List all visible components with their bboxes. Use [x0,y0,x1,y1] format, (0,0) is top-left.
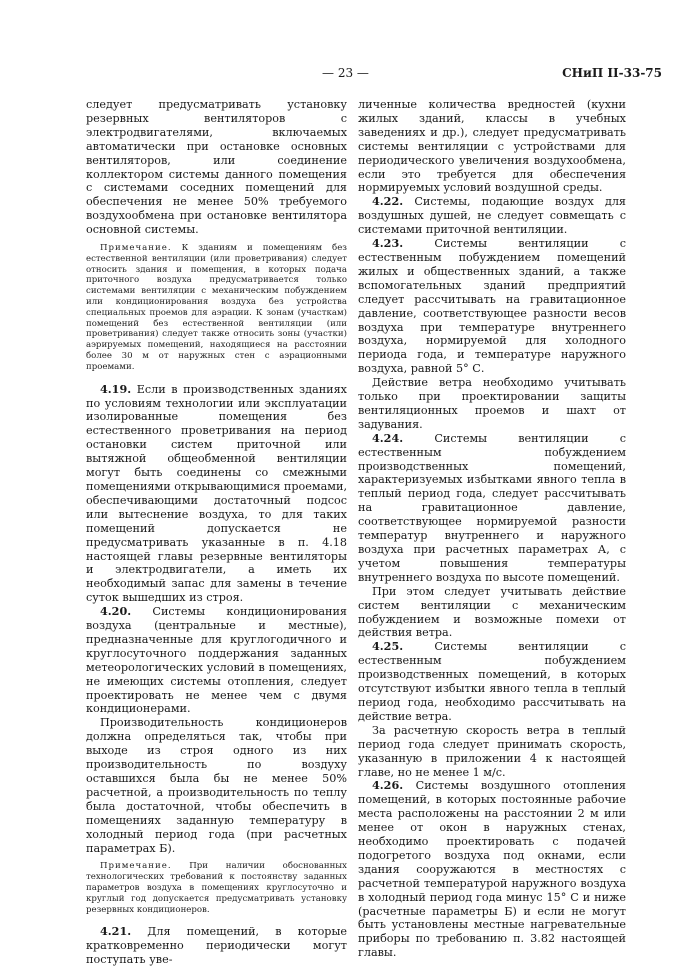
right-column [358,98,626,960]
clause-4-23-paragraph-2: Действие ветра необходимо учитывать только при проектировании защиты вентиляционных проемов и шахт от задувания. [358,376,626,431]
note-text: К зданиям и помещениям без естественной вентиляции (или проветривания) следует относить здания и помещения, в которых подача приточного воздуха предусматривается только системами вентиляции с механическим побуждением или кондиционирования воздуха без устройства специальных проемов для аэрации. К зонам (участкам) помещений без естественной вентиляции (или проветривания) следует также относить зоны (участки) аэрируемых помещений, находящиеся на расстоянии более 30 м от наружных стен с аэрационными проемами. [86,243,347,372]
clause-number: 4.19. [100,381,132,396]
document-code: СНиП II-33-75 [562,66,662,80]
page-header [0,66,700,86]
note-label: Примечание. [100,243,172,254]
clause-4-19 [86,383,347,606]
clause-text: Системы кондиционирования воздуха (центральные и местные), предназначенные для круглогодичного и круглосуточного поддержания заданных метеорологических условий в помещениях, не имеющих системы отопления, следует проектировать не менее чем с двумя кондиционерами. [86,605,347,716]
clause-number: 4.24. [372,430,404,445]
clause-4-25-paragraph-2: За расчетную скорость ветра в теплый период года следует принимать скорость, указанную в приложении 4 к настоящей главе, но не менее 1 м/с. [358,723,626,779]
clause-text: Системы вентиляции с естественным побуждением производственных помещений, характеризуемых избытками явного тепла в теплый период года, следует рассчитывать на гравитационное давление, соответствующее нормируемой разности температур внутреннего и наружного воздуха при расчетных параметрах А, с учетом повышения температуры внутреннего воздуха по высоте помещений. [358,431,626,584]
left-column [86,98,347,967]
page-number: — 23 — [322,66,369,80]
clause-4-22 [358,195,626,237]
clause-number: 4.23. [372,236,404,251]
clause-4-20-paragraph-2: Производительность кондиционеров должна определяться так, чтобы при выходе из строя одного из них производительность по воздуху оставшихся была бы не менее 50% расчетной, а производительность по теплу была достаточной, чтобы обеспечить в помещениях заданную температуру в холодный период года (при расчетных параметрах Б). [86,716,347,855]
clause-4-21 [86,925,347,967]
clause-text: Системы вентиляции с естественным побуждением производственных помещений, в которых отсутствуют избытки явного тепла в теплый период года, необходимо рассчитывать на действие ветра. [358,640,626,723]
paragraph-4-18-continued: следует предусматривать установку резервных вентиляторов с электродвигателями, включаемых автоматически при остановке основных вентиляторов, или соединение коллектором системы данного помещения с системами соседних помещений для обеспечения не менее 50% требуемого воздухообмена при остановке вентилятора основной системы. [86,98,347,237]
clause-4-24 [358,432,626,585]
note-label: Примечание. [100,861,172,872]
clause-number: 4.22. [372,194,404,209]
clause-text: Если в производственных зданиях по условиям технологии или эксплуатации изолированные помещения без естественного проветривания на период остановки систем приточной или вытяжной общеобменной вентиляции могут быть соединены со смежными помещениями открывающимися проемами, обеспечивающими достаточный подсос или вытеснение воздуха, то для таких помещений допускается не предусматривать указанные в п. 4.18 настоящей главы резервные вентиляторы и электродвигатели, а иметь их необходимый запас для замены в течение суток вышедших из строя. [86,382,347,605]
clause-text: Для помещений, в которые кратковременно периодически могут поступать уве- [86,925,347,967]
clause-4-21-continued: личенные количества вредностей (кухни жилых зданий, классы в учебных заведениях и др.), следует предусматривать системы вентиляции с устройствами для периодического увеличения воздухообмена, если это требуется для обеспечения нормируемых условий воздушной среды. [358,98,626,195]
clause-text: Системы, подающие воздух для воздушных душей, не следует совмещать с системами приточной вентиляции. [358,195,626,237]
clause-text: Системы воздушного отопления помещений, в которых постоянные рабочие места расположены на расстоянии 2 м или менее от окон в наружных стенах, необходимо проектировать с подачей подогретого воздуха под окнами, если здания сооружаются в местностях с расчетной температурой наружного воздуха в холодный период года минус 15° С и ниже (расчетные параметры Б) и если не могут быть установлены местные нагревательные приборы по требованию п. 3.82 настоящей главы. [358,779,626,960]
note-natural-ventilation [86,243,347,373]
clause-number: 4.25. [372,639,404,654]
clause-4-25 [358,640,626,723]
clause-number: 4.20. [100,604,132,619]
clause-number: 4.21. [100,924,132,939]
note-text: При наличии обоснованных технологических требований к постоянству заданных параметров воздуха в помещениях круглосуточно и круглый год допускается предусматривать установку резервных кондиционеров. [86,861,347,915]
clause-text: Системы вентиляции с естественным побуждением помещений жилых и общественных зданий, а также вспомогательных зданий предприятий следует рассчитывать на гравитационное давление, соответствующее разности весов воздуха при температуре внутреннего воздуха, нормируемой для холодного периода года, и температуре наружного воздуха, равной 5° С. [358,237,626,376]
note-reserve-conditioners [86,861,347,915]
clause-4-26 [358,779,626,960]
clause-4-20 [86,605,347,716]
clause-4-24-paragraph-2: При этом следует учитывать действие систем вентиляции с механическим побуждением и возможные помехи от действия ветра. [358,584,626,640]
clause-number: 4.26. [372,778,404,793]
clause-4-23 [358,237,626,376]
